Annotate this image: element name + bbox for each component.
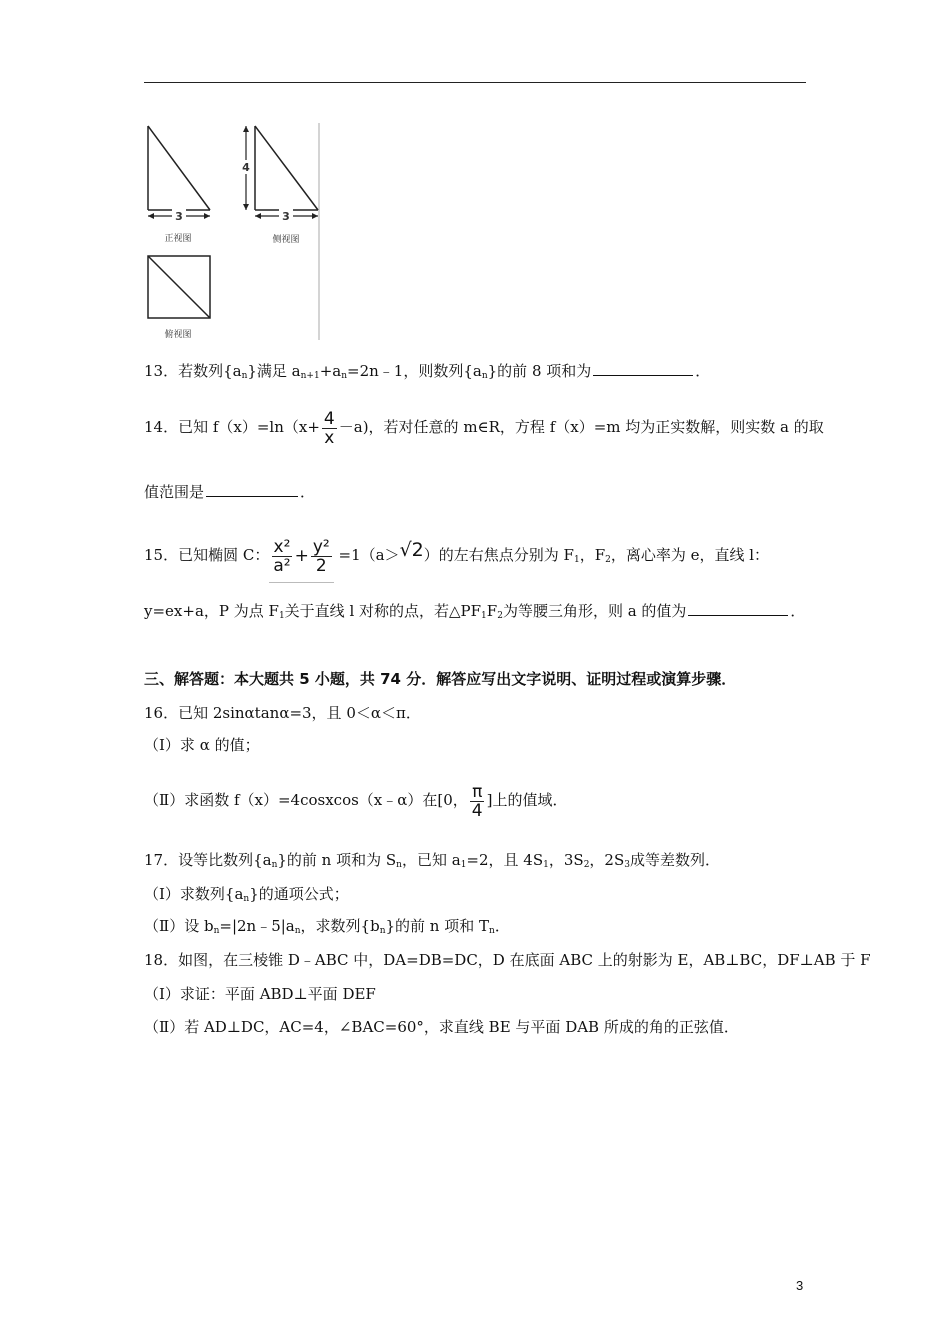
top-view	[148, 256, 210, 340]
question-18-part2: （Ⅱ）若 AD⊥DC，AC=4，∠BAC=60°，求直线 BE 与平面 DAB 所成的角的正弦值．	[144, 1018, 739, 1036]
answer-blank-14	[206, 495, 298, 497]
question-13: 13．若数列$\{a_n\}$满足 $a_{n+1}+a_n=2n﹣1$，则数列$\{a_n\}$的前 8 项和为 ．	[144, 362, 711, 381]
question-17-part1: （Ⅰ）求数列$\{a_n\}$的通项公式；	[144, 885, 349, 904]
sqrt-2: √2	[399, 539, 424, 561]
side-height-dim: 4	[242, 161, 250, 174]
question-17: 17．设等比数列$\{a_n\}$的前 n 项和为 $S_n$，已知 $a_1=2$，且 $4S_1$，$3S_2$，$2S_3$成等差数列．	[144, 851, 720, 870]
side-view	[240, 126, 318, 245]
question-15-cont: y=ex+a，P 为点 $F_1$关于直线 l 对称的点，若$\triangle PF_1F_2$为等腰三角形，则 a 的值为 ．	[144, 602, 806, 621]
fraction-x2-a2: $\frac{\text{x²}}{\text{a²}}$	[273, 537, 291, 576]
answer-blank-15	[688, 614, 788, 616]
answer-blank-13	[593, 374, 693, 376]
fraction-4-over-x: $\frac{4}{x}$	[323, 408, 335, 448]
question-18-part1: （Ⅰ）求证：平面 ABD⊥平面 DEF	[144, 985, 376, 1003]
question-14-cont: 值范围是 ．	[144, 483, 316, 501]
side-width-dim: 3	[282, 210, 290, 223]
question-14: 14．已知 f（x）=ln（x+ $\frac{4}{x}$ －a)，若对任意的 m∈R，方程 f（x）=m 均为正实数解，则实数 a 的取	[144, 408, 824, 448]
side-view-label: 侧视图	[272, 235, 300, 245]
question-16-part1: （I）求 α 的值；	[144, 736, 260, 754]
header-rule	[144, 82, 806, 83]
question-15: 15．已知椭圆 C： $\frac{\text{x²}}{\text{a²}}$ + $\frac{\text{y²}}{2}$ =1（a＞√2）的左右焦点分别为 $F_1$，$F_2$，离心率为 e，直线 l：	[144, 524, 769, 586]
question-17-part2: （Ⅱ）设 $b_n=|2n﹣5|a_n$，求数列$\{b_n\}$的前 n 项和 $T_n$．	[144, 917, 510, 936]
question-16: 16．已知 2sinαtanα=3，且 0＜α＜π．	[144, 704, 421, 722]
fraction-pi-over-4: $\frac{\pi}{4}$	[471, 781, 483, 821]
question-16-part2: （Ⅱ）求函数 f（x）=4cosxcos（x﹣α）在[0， $\frac{\pi}{4}$ ]上的值域．	[144, 781, 568, 821]
page-number: 3	[796, 1278, 804, 1293]
front-view-label: 正视图	[164, 234, 192, 244]
front-view	[148, 126, 210, 244]
front-width-dim: 3	[175, 210, 183, 223]
section-3-heading: 三、解答题：本大题共 5 小题，共 74 分．解答应写出文字说明、证明过程或演算步骤．	[144, 670, 737, 688]
fraction-y2-2: $\frac{\text{y²}}{2}$	[312, 537, 330, 576]
top-view-label: 俯视图	[164, 330, 192, 340]
three-view-figure	[140, 118, 330, 343]
question-18: 18．如图，在三棱锥 D﹣ABC 中，DA=DB=DC，D 在底面 ABC 上的射影为 E，AB⊥BC，DF⊥AB 于 F	[144, 951, 871, 969]
